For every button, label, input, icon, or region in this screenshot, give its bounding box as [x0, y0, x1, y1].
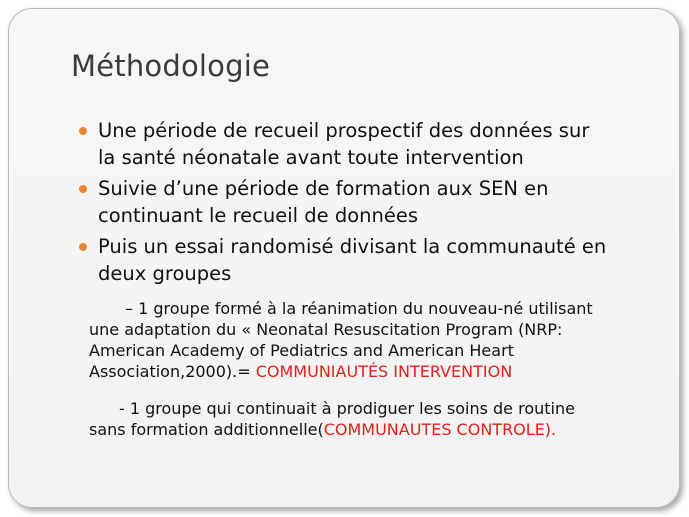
bullet-dot-icon: [79, 127, 87, 135]
bullet-list: [71, 117, 661, 291]
bullet-line: Puis un essai randomisé divisant la communauté en: [98, 235, 607, 258]
bullet-dot-icon: [79, 243, 87, 251]
bullet-line: Une période de recueil prospectif des données sur: [98, 119, 590, 142]
sub-line: Association,2000).=: [89, 362, 256, 381]
sub-paragraph-control: [89, 398, 659, 440]
sub-line: sans formation additionnelle(: [89, 420, 324, 439]
bullet-line: continuant le recueil de données: [98, 204, 419, 227]
slide: [8, 8, 680, 508]
bullet-dot-icon: [79, 185, 87, 193]
sub-paragraph-intervention: [89, 298, 649, 382]
bullet-line: deux groupes: [98, 262, 232, 285]
slide-title: Méthodologie: [71, 49, 271, 83]
control-highlight: COMMUNAUTES CONTROLE).: [323, 420, 557, 439]
sub-line: une adaptation du « Neonatal Resuscitation Program (NRP:: [89, 320, 563, 339]
bullet-item: [71, 117, 661, 171]
bullet-item: [71, 175, 661, 229]
sub-line: American Academy of Pediatrics and American Heart: [89, 341, 514, 360]
sub-line: – 1 groupe formé à la réanimation du nouveau-né utilisant: [125, 299, 593, 318]
sub-line: - 1 groupe qui continuait à prodiguer les soins de routine: [119, 399, 575, 418]
bullet-line: la santé néonatale avant toute intervention: [98, 146, 524, 169]
intervention-highlight: COMMUNIAUTÉS INTERVENTION: [255, 362, 513, 381]
bullet-line: Suivie d’une période de formation aux SEN en: [98, 177, 549, 200]
bullet-item: [71, 233, 661, 287]
